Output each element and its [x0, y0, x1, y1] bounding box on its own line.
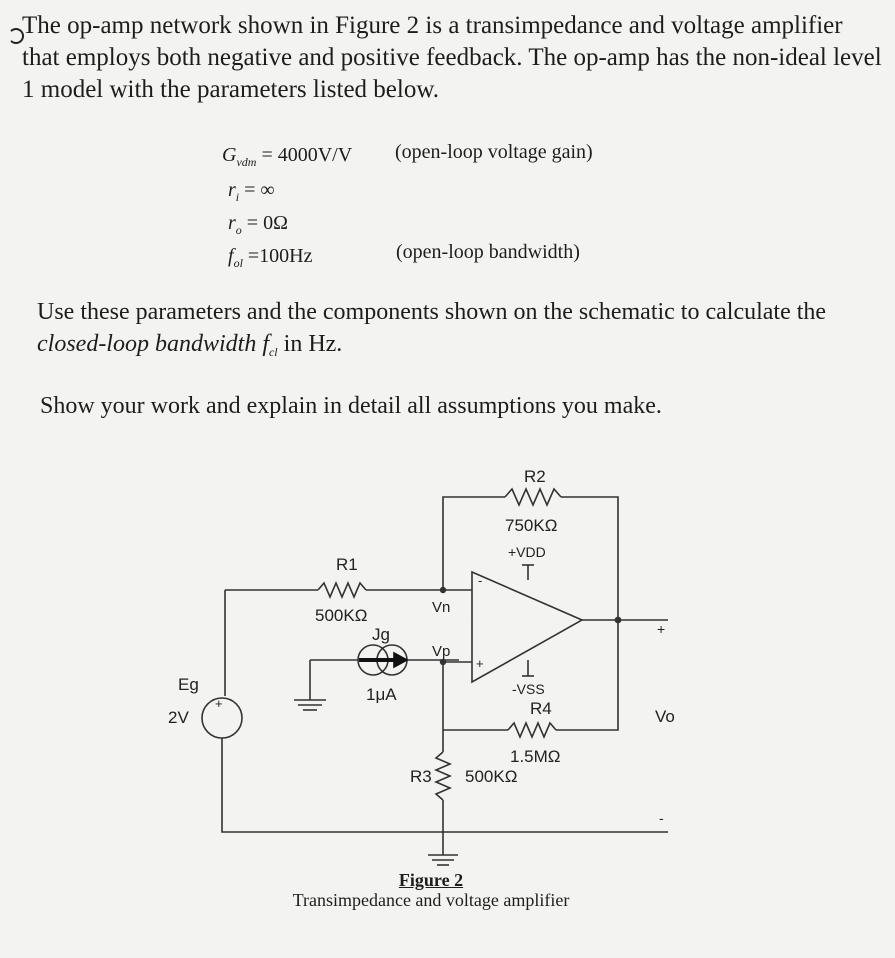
- opamp-plus-sign: +: [476, 656, 484, 671]
- schematic-figure: [0, 450, 895, 870]
- param-gvdm-note: (open-loop voltage gain): [395, 141, 593, 163]
- vn-label: Vn: [432, 599, 451, 616]
- vo-label: Vo: [655, 707, 675, 726]
- intro-text: The op-amp network shown in Figure 2 is a transimpedance and voltage amplifier that employs both negative and positive feedback. The op-amp has the non-ideal level 1 model with the parameters listed below.: [22, 12, 882, 103]
- wire-r4-right: [556, 620, 618, 730]
- question-paragraph: Use these parameters and the components shown on the schematic to calculate the closed-loop bandwidth $f_{cl}$ in Hz.: [37, 299, 827, 359]
- r4-label: R4: [530, 699, 552, 718]
- figure-title: Figure 2: [398, 870, 464, 890]
- jg-label: Jg: [372, 625, 390, 644]
- param-fol: $f_{ol} =100Hz$: [228, 245, 313, 270]
- r3-value: 500KΩ: [465, 767, 518, 786]
- r3-resistor: [436, 752, 450, 800]
- r4-resistor: [508, 723, 556, 737]
- r3-label: R3: [410, 767, 432, 786]
- vo-plus-sign: +: [657, 621, 666, 637]
- jg-arrow-head-icon: [394, 653, 407, 667]
- jg-value: 1μA: [366, 685, 397, 704]
- eg-plus-sign: +: [215, 696, 223, 711]
- vdd-label: +VDD: [508, 544, 546, 560]
- r1-label: R1: [336, 555, 358, 574]
- wire-r2-right: [561, 497, 618, 620]
- r2-resistor: [505, 489, 561, 505]
- wire-r2-left: [443, 497, 505, 590]
- r2-value: 750KΩ: [505, 516, 558, 535]
- instruction-text: Show your work and explain in detail all assumptions you make.: [40, 393, 662, 419]
- intro-paragraph: [22, 10, 882, 106]
- opamp-minus-sign: -: [478, 573, 483, 588]
- param-ro: $r_o = 0\Omega$: [228, 212, 288, 237]
- op-amp-triangle: [472, 572, 582, 682]
- r2-label: R2: [524, 467, 546, 486]
- vp-junction-dot: [441, 660, 446, 665]
- eg-value: 2V: [168, 708, 189, 727]
- param-gvdm: $G_{vdm} = 4000V/V$: [222, 144, 353, 169]
- eg-label: Eg: [178, 675, 199, 694]
- output-junction-dot: [615, 617, 620, 622]
- vn-junction-dot: [441, 588, 446, 593]
- r1-value: 500KΩ: [315, 606, 368, 625]
- figure-caption: [276, 870, 586, 910]
- param-fol-note: (open-loop bandwidth): [396, 241, 580, 263]
- vp-label: Vp: [432, 643, 451, 660]
- param-ri: $r_i$ = ∞: [228, 179, 275, 204]
- r1-resistor: [318, 583, 366, 597]
- vss-label: -VSS: [512, 681, 545, 697]
- figure-subtitle: Transimpedance and voltage amplifier: [292, 890, 570, 910]
- vo-minus-sign: -: [659, 810, 664, 826]
- r4-value: 1.5MΩ: [510, 747, 561, 766]
- radio-bullet-icon[interactable]: [8, 28, 24, 44]
